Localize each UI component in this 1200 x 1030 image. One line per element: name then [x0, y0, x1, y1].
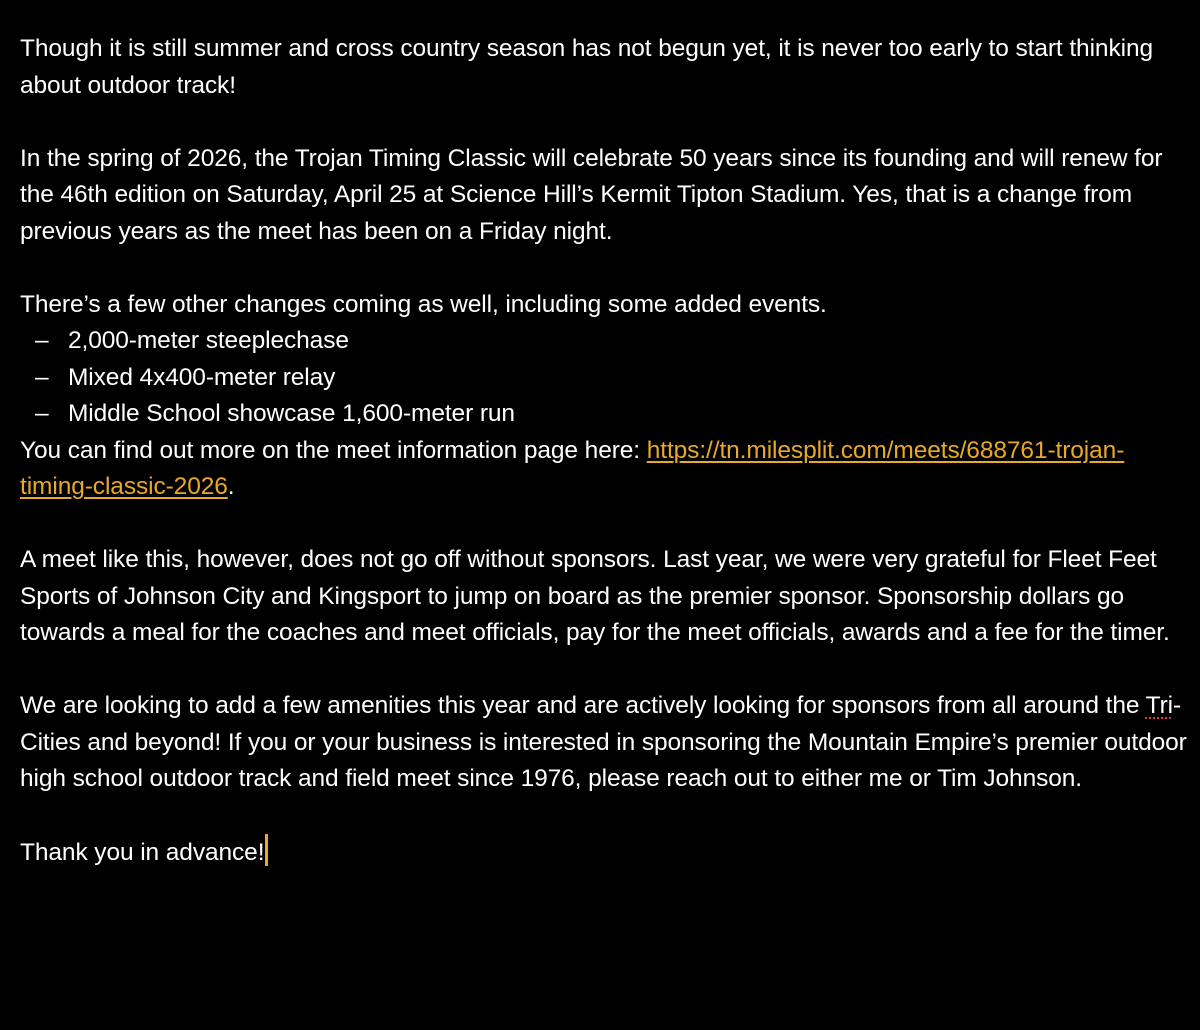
paragraph-thanks: [20, 834, 1192, 872]
event-label: Mixed 4x400-meter relay: [68, 363, 336, 391]
blank-line: [20, 798, 1192, 835]
blank-line: [20, 104, 1192, 141]
paragraph-anniversary: In the spring of 2026, the Trojan Timing Classic will celebrate 50 years since its founding and will renew for the 46th edition on Saturday, April 25 at Science Hill’s Kermit Tipton Stadium. Yes, that is a change from previous years as the meet has been on a Friday night.: [20, 144, 1163, 245]
link-period: .: [227, 473, 235, 500]
list-item: [20, 323, 1192, 360]
paragraph-sponsor-request: [20, 688, 1192, 798]
event-label: Middle School showcase 1,600-meter run: [68, 400, 515, 427]
blank-line: [20, 652, 1192, 689]
paragraph-sponsors: A meet like this, however, does not go off without sponsors. Last year, we were very grateful for Fleet Feet Sports of Johnson City and Kingsport to jump on board as the premier sponsor. Sponsorship dollars go towards a meal for the coaches and meet officials, pay for the meet officials, awards and a fee for the timer.: [20, 546, 1170, 646]
list-item: [20, 360, 1192, 397]
bullet-dash: –: [35, 400, 49, 427]
list-item: [20, 396, 1192, 433]
spellcheck-flagged-word[interactable]: Tri: [1145, 692, 1173, 719]
sponsor-request-text-b: -Cities and beyond! If you or your business is interested in sponsoring the Mountain Empire’s premier outdoor high school outdoor track and field meet since 1976, please reach out to either me or Tim Johnson.: [20, 692, 1187, 792]
thanks-text: Thank you in advance!: [20, 839, 265, 866]
blank-line: [20, 250, 1192, 287]
paragraph-changes-intro: There’s a few other changes coming as well, including some added events.: [20, 290, 827, 318]
text-cursor: [265, 834, 268, 866]
added-events-list: [20, 323, 1192, 433]
paragraph-intro: Though it is still summer and cross country season has not begun yet, it is never too early to start thinking about outdoor track!: [20, 35, 1153, 99]
paragraph-meet-info: [20, 433, 1192, 506]
blank-line: [20, 506, 1192, 543]
meet-info-text: You can find out more on the meet information page here:: [20, 436, 647, 464]
meet-info-link[interactable]: https://tn.milesplit.com/meets/688761-trojan-timing-classic-2026: [20, 436, 1125, 500]
event-label: 2,000-meter steeplechase: [68, 327, 349, 354]
bullet-dash: –: [35, 327, 49, 354]
sponsor-request-text-a: We are looking to add a few amenities this year and are actively looking for sponsors from all around the: [20, 692, 1146, 719]
bullet-dash: –: [35, 363, 49, 391]
